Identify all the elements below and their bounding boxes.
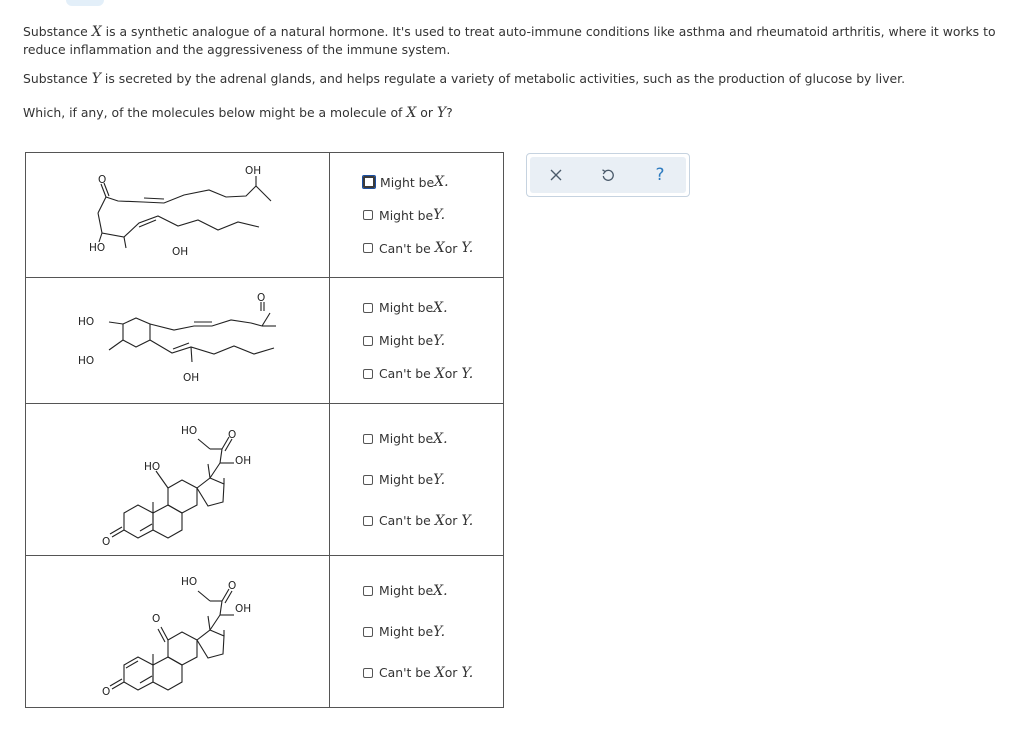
- molecule-3-options: [330, 404, 504, 556]
- molecule-4-o-top-label: O: [228, 580, 237, 592]
- molecule-2-cell: [26, 278, 330, 404]
- molecule-1-ho-label: HO: [89, 242, 106, 254]
- clear-button[interactable]: [541, 162, 571, 188]
- checkbox[interactable]: [363, 627, 373, 637]
- molecule-4-ho-top-label: HO: [181, 576, 198, 588]
- table-row: [26, 556, 504, 708]
- molecule-2-might-be-y-option[interactable]: Might be Y.: [330, 324, 503, 357]
- molecule-3-o-left-label: O: [102, 536, 111, 548]
- molecule-4-cant-be-option[interactable]: Can't be X or Y.: [330, 652, 503, 693]
- molecule-1-cant-be-option[interactable]: Can't be X or Y.: [330, 232, 503, 265]
- checkbox[interactable]: [363, 586, 373, 596]
- molecule-3-ho-top-label: HO: [181, 425, 198, 437]
- molecule-3-oh-label: OH: [235, 455, 252, 467]
- molecule-3-ho-mid-label: HO: [144, 461, 161, 473]
- molecule-1-oh-bottom-label: OH: [172, 246, 189, 258]
- checkbox[interactable]: [363, 516, 373, 526]
- molecule-2-might-be-x-option[interactable]: Might be X.: [330, 291, 503, 324]
- question-paragraph-x: Substance X is a synthetic analogue of a natural hormone. It's used to treat auto-immune conditions like asthma and rheumatoid arthritis, where it works to reduce inflammation and the aggressiveness of the immune system.: [23, 24, 996, 57]
- molecule-2-oh-label: OH: [183, 372, 200, 384]
- molecule-2-ho-bottom-label: HO: [78, 355, 95, 367]
- close-icon: [550, 169, 562, 181]
- molecule-4-structure: [26, 556, 329, 707]
- question-prompt: Which, if any, of the molecules below might be a molecule of X or Y?: [23, 105, 453, 121]
- checkbox[interactable]: [363, 668, 373, 678]
- help-icon: ?: [655, 165, 665, 185]
- molecule-2-ho-top-label: HO: [78, 316, 95, 328]
- question-paragraph-y: Substance Y is secreted by the adrenal glands, and helps regulate a variety of metabolic activities, such as the production of glucose by liver.: [23, 71, 906, 87]
- undo-icon: [601, 168, 615, 182]
- molecule-4-o-left-label: O: [102, 686, 111, 698]
- checkbox[interactable]: [363, 475, 373, 485]
- molecule-4-might-be-x-option[interactable]: Might be X.: [330, 570, 503, 611]
- molecule-1-structure: [26, 153, 329, 277]
- checkbox[interactable]: [363, 434, 373, 444]
- table-row: [26, 404, 504, 556]
- molecule-3-might-be-x-option[interactable]: Might be X.: [330, 418, 503, 459]
- molecule-4-cell: [26, 556, 330, 708]
- checkbox[interactable]: [363, 210, 373, 220]
- molecule-4-o-mid-label: O: [152, 613, 161, 625]
- help-button[interactable]: [645, 162, 675, 188]
- table-row: [26, 278, 504, 404]
- molecule-3-might-be-y-option[interactable]: Might be Y.: [330, 459, 503, 500]
- molecule-4-options: [330, 556, 504, 708]
- checkbox[interactable]: [363, 303, 373, 313]
- molecule-3-cant-be-option[interactable]: Can't be X or Y.: [330, 500, 503, 541]
- checkbox[interactable]: [363, 369, 373, 379]
- molecule-1-o-label: O: [98, 174, 107, 186]
- molecule-1-cell: [26, 153, 330, 278]
- checkbox[interactable]: [363, 336, 373, 346]
- molecule-2-cant-be-option[interactable]: Can't be X or Y.: [330, 357, 503, 390]
- toolbar-inner: [530, 157, 686, 193]
- molecule-1-oh-top-label: OH: [245, 165, 262, 177]
- molecule-3-o-top-label: O: [228, 429, 237, 441]
- molecule-2-o-label: O: [257, 292, 266, 304]
- answer-toolbar: [526, 153, 690, 197]
- molecule-4-oh-label: OH: [235, 603, 252, 615]
- checkbox[interactable]: [363, 243, 373, 253]
- molecule-3-cell: [26, 404, 330, 556]
- molecule-1-might-be-y-option[interactable]: Might be Y.: [330, 199, 503, 232]
- top-tab: [66, 0, 104, 6]
- molecule-3-structure: [26, 404, 329, 555]
- reset-button[interactable]: [593, 162, 623, 188]
- molecule-2-structure: [26, 278, 329, 403]
- molecule-table: [25, 152, 504, 708]
- molecule-4-might-be-y-option[interactable]: Might be Y.: [330, 611, 503, 652]
- molecule-1-might-be-x-option[interactable]: Might be X.: [330, 166, 503, 199]
- table-row: [26, 153, 504, 278]
- molecule-2-options: [330, 278, 504, 404]
- checkbox[interactable]: [363, 176, 375, 188]
- molecule-1-options: [330, 153, 504, 278]
